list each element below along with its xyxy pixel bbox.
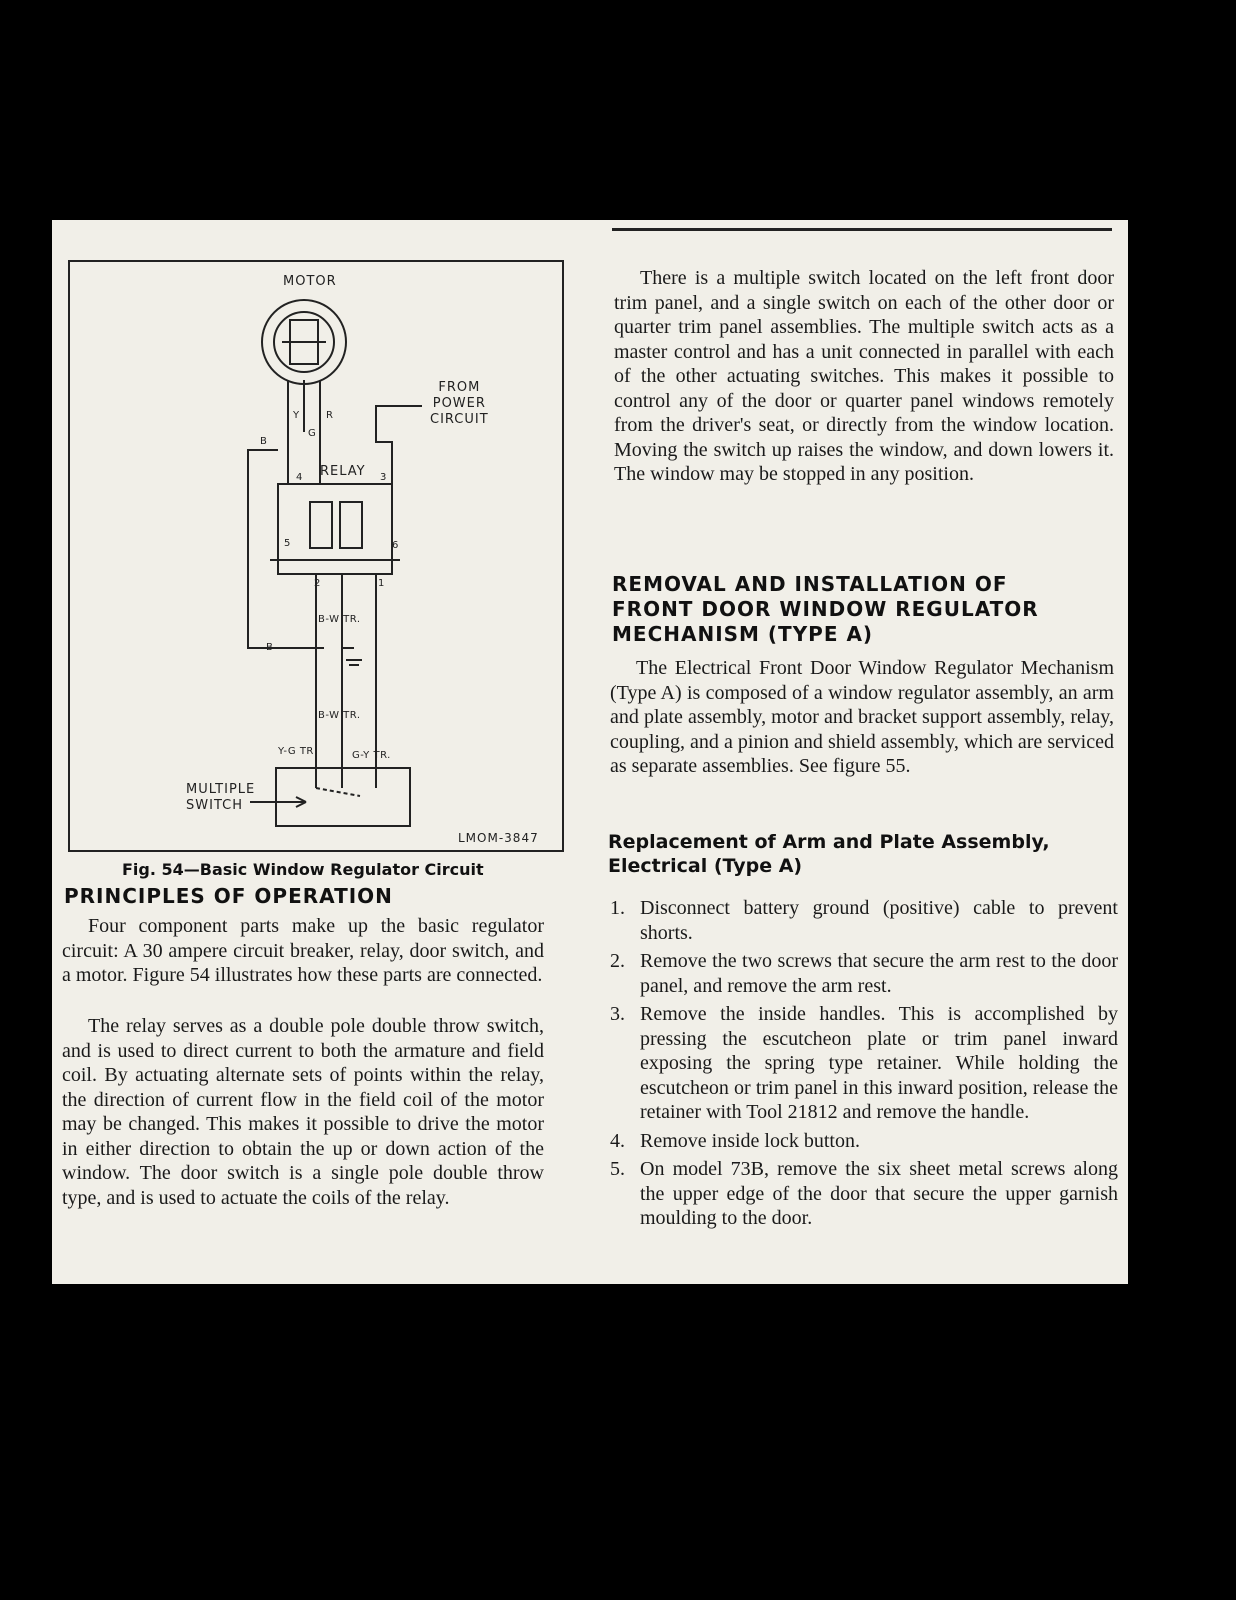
step-item: 3. Remove the inside handles. This is accomplished by pressing the escutcheon plate or trim panel inward exposing the spring type retainer. While holding the escutcheon or trim panel in this inward position, release the retainer with Tool 21812 and remove the handle. [610,1003,1118,1123]
manual-page [52,220,1128,1284]
wire-label-gy-tr: G-Y TR. [352,750,391,761]
wire-label-b-top: B [260,436,268,447]
figure-caption: Fig. 54—Basic Window Regulator Circuit [122,860,484,879]
step-item: 4. Remove inside lock button. [610,1129,860,1152]
terminal-3: 3 [380,472,387,483]
terminal-1: 1 [378,578,385,589]
step-item: 2. Remove the two screws that secure the arm rest to the door panel, and remove the arm rest. [610,950,1118,997]
wire-label-r: R [326,410,334,421]
wire-label-bw-tr-2: B-W TR. [318,710,361,721]
figure-54 [68,260,564,852]
wire-label-bw-tr-1: B-W TR. [318,614,361,625]
principles-heading: PRINCIPLES OF OPERATION [64,884,393,908]
terminal-5: 5 [284,538,291,549]
principles-paragraph-2: The relay serves as a double pole double throw switch, and is used to direct current to both the armature and field coil. By actuating alternate sets of points within the relay, the direction of current flow in the field coil of the motor may be changed. This makes it possible to drive the motor in either direction to obtain the up or down action of the window. The door switch is a single pole double throw type, and is used to actuate the coils of the relay. [62,1015,544,1209]
relay-label: RELAY [320,464,366,479]
replacement-steps [610,896,1118,1235]
intro-paragraph: There is a multiple switch located on the left front door trim panel, and a single switch on each of the other door or quarter trim panel assemblies. The multiple switch acts as a master control and has a unit connected in parallel with each of the other actuating switches. This makes it possible to control any of the door or quarter panel windows remotely from the driver's seat, or directly from the window location. Moving the switch up raises the window, and down lowers it. The window may be stopped in any position. [614,267,1114,485]
removal-heading: REMOVAL AND INSTALLATION OF FRONT DOOR WINDOW REGULATOR MECHANISM (TYPE A) [612,572,1039,646]
step-item: 1. Disconnect battery ground (positive) cable to prevent shorts. [610,897,1118,944]
wire-label-yg-tr: Y-G TR [278,746,314,757]
terminal-4: 4 [296,472,303,483]
removal-paragraph: The Electrical Front Door Window Regulator Mechanism (Type A) is composed of a window regulator assembly, an arm and plate assembly, motor and bracket support assembly, relay, coupling, and a pinion and shield assembly, which are serviced as separate assemblies. See figure 55. [610,657,1114,777]
figure-code: LMOM-3847 [458,831,539,845]
step-item: 5. On model 73B, remove the six sheet metal screws along the upper edge of the door that secure the upper garnish moulding to the door. [610,1158,1118,1229]
top-rule [612,228,1112,231]
wire-label-y: Y [293,410,300,421]
multiple-switch-label: MULTIPLE SWITCH [186,782,256,813]
motor-label: MOTOR [283,274,337,289]
wire-label-g: G [308,428,317,439]
terminal-2: 2 [314,578,321,589]
principles-paragraph-1: Four component parts make up the basic regulator circuit: A 30 ampere circuit breaker, relay, door switch, and a motor. Figure 54 illustrates how these parts are connected. [62,915,544,986]
wire-label-b-mid: B [266,642,274,653]
replacement-heading: Replacement of Arm and Plate Assembly, Electrical (Type A) [608,831,1050,877]
terminal-6: 6 [392,540,399,551]
circuit-diagram [70,262,562,850]
power-circuit-label: FROM POWER CIRCUIT [430,380,489,427]
